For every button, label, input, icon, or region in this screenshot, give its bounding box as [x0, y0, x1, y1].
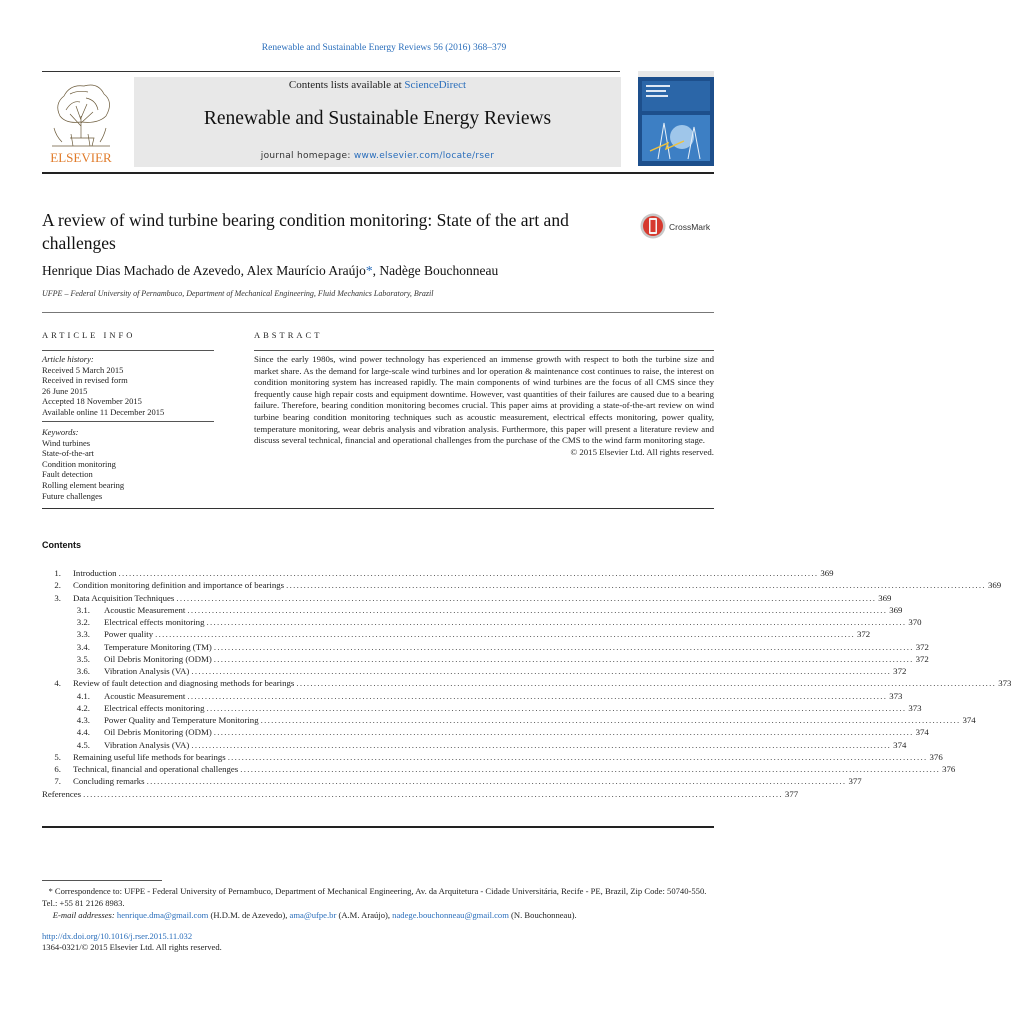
contents-available-line [134, 79, 621, 91]
toc-number: 3. [54, 592, 61, 603]
toc-title[interactable]: Power Quality and Temperature Monitoring [104, 715, 259, 725]
toc-page-number[interactable]: 372 [856, 629, 871, 640]
article-info-heading: ARTICLE INFO [42, 330, 136, 340]
toc-number: 3.3. [76, 629, 90, 640]
homepage-prefix: journal homepage: [260, 151, 354, 161]
toc-title[interactable]: Vibration Analysis (VA) [104, 666, 190, 676]
toc-entry[interactable] [42, 567, 834, 579]
keyword: Condition monitoring [42, 458, 116, 469]
history-item: Accepted 18 November 2015 [42, 396, 142, 407]
toc-page-number[interactable]: 376 [942, 764, 956, 774]
section-rule [42, 508, 714, 509]
toc-page-number[interactable]: 369 [889, 604, 903, 615]
footnote-mark: * [48, 886, 53, 896]
toc-number: 4.3. [76, 715, 90, 725]
toc-title[interactable]: Introduction [73, 568, 117, 578]
svg-text:CrossMark: CrossMark [669, 222, 711, 232]
toc-page-number[interactable]: 373 [908, 702, 922, 713]
toc-number: 4.2. [76, 702, 90, 713]
abstract-rule [254, 350, 714, 351]
authors-rest: , Nadège Bouchonneau [372, 263, 499, 278]
history-item: Available online 11 December 2015 [42, 406, 165, 417]
toc-leader: ........................................................................................................................................................................................................ [206, 617, 907, 627]
toc-number: 3.1. [76, 604, 90, 615]
contents-end-rule [42, 826, 714, 828]
toc-title[interactable]: Concluding remarks [73, 776, 145, 787]
email-owner: (H.D.M. de Azevedo), [208, 910, 290, 920]
author-list [42, 263, 498, 279]
toc-page-number[interactable]: 372 [915, 653, 929, 664]
abstract-heading: ABSTRACT [254, 330, 323, 340]
toc-leader: ........................................................................................................................................................................................................ [213, 653, 914, 664]
toc-entry[interactable] [42, 592, 892, 604]
keyword: Fault detection [42, 469, 93, 480]
toc-page-number[interactable]: 374 [893, 739, 907, 750]
toc-title[interactable]: Vibration Analysis (VA) [104, 739, 190, 750]
history-item: Received 5 March 2015 [42, 364, 124, 375]
toc-number: 1. [54, 568, 61, 578]
footnote-rule [42, 880, 162, 881]
toc-title[interactable]: Review of fault detection and diagnosing methods for bearings [73, 678, 295, 689]
affiliation: UFPE – Federal University of Pernambuco, Department of Mechanical Engineering, Fluid Mechanics Laboratory, Brazil [42, 289, 434, 298]
toc-page-number[interactable]: 372 [915, 641, 929, 652]
toc-leader: ........................................................................................................................................................................................................ [206, 702, 907, 713]
toc-leader: ........................................................................................................................................................................................................ [260, 715, 961, 725]
keyword: State-of-the-art [42, 448, 94, 459]
elsevier-logo [40, 76, 122, 166]
correspondence-footnote [42, 885, 714, 921]
toc-entry[interactable] [42, 677, 1011, 689]
correspondence-line [42, 885, 714, 909]
toc-leader: ........................................................................................................................................................................................................ [118, 568, 819, 578]
abstract-body [254, 354, 714, 458]
toc-title[interactable]: Electrical effects monitoring [104, 702, 205, 713]
toc-title[interactable]: Electrical effects monitoring [104, 617, 205, 627]
authors-main: Henrique Dias Machado de Azevedo, Alex Maurício Araújo [42, 263, 366, 278]
toc-title[interactable]: Power quality [104, 629, 154, 640]
toc-page-number[interactable]: 377 [848, 776, 862, 787]
article-title: A review of wind turbine bearing condition monitoring: State of the art and challenges [42, 210, 569, 253]
section-rule [42, 312, 714, 313]
toc-leader: ........................................................................................................................................................................................................ [187, 690, 888, 701]
toc-leader: ........................................................................................................................................................................................................ [146, 776, 847, 787]
toc-title[interactable]: Temperature Monitoring (TM) [104, 641, 212, 652]
history-item: Received in revised form [42, 375, 128, 386]
toc-entry[interactable] [42, 653, 929, 665]
toc-leader: ........................................................................................................................................................................................................ [286, 580, 986, 591]
sciencedirect-link[interactable]: ScienceDirect [404, 79, 467, 91]
toc-number: 3.6. [76, 666, 90, 676]
toc-number: 3.4. [76, 641, 90, 652]
toc-entry[interactable] [42, 763, 956, 775]
keywords-label: Keywords: [42, 427, 79, 437]
keyword: Rolling element bearing [42, 479, 125, 490]
toc-number: 4.5. [76, 739, 90, 750]
email-link[interactable]: nadege.bouchonneau@gmail.com [392, 910, 509, 920]
toc-entry[interactable] [42, 616, 922, 628]
article-info-rule [42, 350, 214, 351]
toc-entry[interactable] [42, 604, 903, 616]
toc-leader: ........................................................................................................................................................................................................ [155, 629, 855, 640]
svg-text:ELSEVIER: ELSEVIER [50, 150, 112, 165]
toc-entry[interactable] [42, 788, 799, 800]
toc-leader: ........................................................................................................................................................................................................ [191, 739, 892, 750]
toc-entry[interactable] [42, 775, 862, 787]
toc-entry[interactable] [42, 714, 976, 726]
banner-rule [42, 172, 714, 174]
toc-title[interactable]: Oil Debris Monitoring (ODM) [104, 727, 212, 738]
toc-leader: ........................................................................................................................................................................................................ [213, 641, 914, 652]
toc-entry[interactable] [42, 739, 907, 751]
journal-cover-image[interactable] [638, 71, 714, 166]
toc-entry[interactable] [42, 690, 903, 702]
toc-page-number[interactable]: 369 [987, 580, 1002, 591]
doi-link[interactable]: http://dx.doi.org/10.1016/j.rser.2015.11.032 [42, 931, 193, 941]
toc-page-number[interactable]: 374 [915, 727, 929, 738]
toc-title[interactable]: Technical, financial and operational challenges [73, 764, 239, 774]
toc-page-number[interactable]: 369 [820, 568, 834, 578]
abstract-copyright: © 2015 Elsevier Ltd. All rights reserved. [570, 446, 714, 457]
toc-title[interactable]: Oil Debris Monitoring (ODM) [104, 653, 212, 664]
toc-title[interactable]: Data Acquisition Techniques [73, 592, 175, 603]
issn-line: 1364-0321/© 2015 Elsevier Ltd. All rights reserved. [42, 942, 222, 952]
toc-title[interactable]: Acoustic Measurement [104, 690, 186, 701]
toc-entry[interactable] [42, 665, 907, 677]
email-line [42, 909, 714, 921]
toc-entry[interactable] [42, 628, 871, 640]
toc-page-number[interactable]: 373 [998, 678, 1011, 689]
toc-number: 7. [54, 776, 61, 787]
toc-leader: ........................................................................................................................................................................................................ [213, 727, 914, 738]
toc-leader: ........................................................................................................................................................................................................ [83, 788, 783, 799]
doi-block [42, 931, 222, 953]
toc-title[interactable]: Remaining useful life methods for bearings [73, 751, 226, 762]
toc-leader: ........................................................................................................................................................................................................ [227, 751, 928, 762]
toc-leader: ........................................................................................................................................................................................................ [176, 592, 877, 603]
toc-entry[interactable] [42, 726, 929, 738]
crossmark-icon[interactable] [640, 212, 716, 240]
history-item: 26 June 2015 [42, 385, 88, 396]
toc-title[interactable]: References [42, 788, 82, 799]
journal-citation[interactable]: Renewable and Sustainable Energy Reviews 56 (2016) 368–379 [261, 43, 507, 53]
toc-page-number[interactable]: 372 [893, 666, 907, 676]
email-label: E-mail addresses: [52, 910, 115, 920]
contents-heading: Contents [42, 540, 81, 550]
abstract-text: Since the early 1980s, wind power technology has experienced an immense growth with respect to both the turbine size and market share. As the demand for large-scale wind turbines and lor operation & maintenance cost continues to raise, the interest on condition monitoring system has increased rapidly. The main components of wind turbines are the focus of all CMS since they frequently cause high repair costs and equipment downtime. However, vast quantities of their failures are caused due to a bearing failure. Therefore, bearing condition monitoring becomes crucial. This paper aims at providing a state-of-the-art review on wind turbine bearing condition monitoring techniques such as acoustic measurement, electrical effects monitoring, power quality, temperature monitoring, wear debris analysis and vibration analysis. Furthermore, this paper will present a literature review and discuss several technical, financial and operational challenges from the purchase of the CMS to the wind farm monitoring stage. [254, 354, 714, 446]
toc-page-number[interactable]: 377 [784, 788, 799, 799]
toc-number: 3.2. [76, 617, 90, 627]
toc-entry[interactable] [42, 641, 929, 653]
email-owner: (A.M. Araújo), [336, 910, 393, 920]
history-label: Article history: [42, 354, 94, 364]
correspondence-text: Correspondence to: UFPE - Federal University of Pernambuco, Department of Mechanical Engineering, Av. da Arquitetura - Cidade Universitária, Recife - PE, Brazil, Zip Code: 50740-550. Tel.: +55 81 2126 8983. [42, 886, 707, 908]
toc-number: 3.5. [76, 653, 90, 664]
toc-title[interactable]: Acoustic Measurement [104, 604, 186, 615]
email-owner: (N. Bouchonneau). [508, 910, 577, 920]
toc-leader: ........................................................................................................................................................................................................ [191, 666, 892, 676]
toc-number: 4.4. [76, 727, 90, 738]
email-link[interactable]: henrique.dma@gmail.com [116, 910, 209, 920]
toc-leader: ........................................................................................................................................................................................................ [187, 604, 888, 615]
keyword: Future challenges [42, 490, 103, 501]
toc-leader: ........................................................................................................................................................................................................ [296, 678, 997, 689]
toc-page-number[interactable]: 374 [962, 715, 976, 725]
keywords-rule [42, 421, 214, 422]
homepage-link[interactable]: www.elsevier.com/locate/rser [353, 151, 495, 161]
toc-title[interactable]: Condition monitoring definition and importance of bearings [73, 580, 285, 591]
keywords [42, 427, 214, 501]
toc-page-number[interactable]: 370 [908, 617, 922, 627]
toc-page-number[interactable]: 369 [878, 592, 892, 603]
table-of-contents [42, 567, 1011, 800]
toc-number: 5. [54, 751, 61, 762]
toc-number: 4.1. [76, 690, 90, 701]
contents-prefix: Contents lists available at [288, 79, 405, 91]
toc-entry[interactable] [42, 579, 1002, 591]
journal-homepage [134, 151, 621, 161]
toc-number: 4. [54, 678, 61, 689]
toc-number: 6. [54, 764, 61, 774]
toc-entry[interactable] [42, 702, 922, 714]
keyword: Wind turbines [42, 437, 91, 448]
email-link[interactable]: ama@ufpe.br [289, 910, 337, 920]
article-history [42, 354, 214, 418]
toc-number: 2. [54, 580, 61, 591]
corresponding-author-mark[interactable]: * [365, 263, 373, 278]
toc-leader: ........................................................................................................................................................................................................ [240, 764, 941, 774]
journal-title: Renewable and Sustainable Energy Reviews [203, 108, 552, 129]
toc-page-number[interactable]: 373 [889, 690, 903, 701]
toc-page-number[interactable]: 376 [929, 751, 943, 762]
toc-entry[interactable] [42, 751, 943, 763]
header-rule [42, 71, 620, 72]
